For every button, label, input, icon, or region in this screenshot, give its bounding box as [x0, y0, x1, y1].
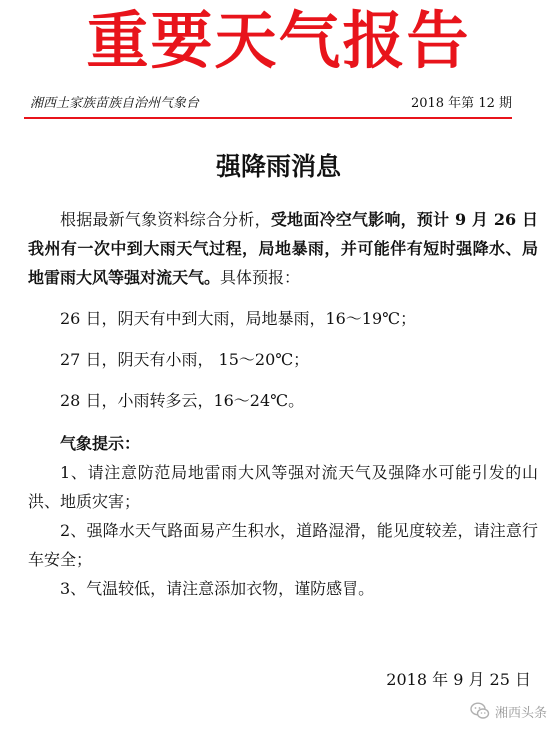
intro-tail: 具体预报： [220, 268, 301, 287]
tip-item-2: 2、强降水天气路面易产生积水，道路湿滑，能见度较差，请注意行车安全； [28, 521, 538, 569]
watermark [469, 700, 547, 722]
issuer-name: 湘西土家族苗族自治州气象台 [30, 96, 200, 111]
issue-date: 2018 年 9 月 25 日 [386, 670, 531, 689]
header-row [30, 94, 512, 114]
wechat-icon [469, 700, 491, 722]
tips-heading: 气象提示： [60, 434, 141, 453]
issue-number: 2018 年第 12 期 [410, 96, 512, 111]
forecast-day-26: 26 日，阴天有中到大雨，局地暴雨，16～19℃； [60, 309, 417, 328]
intro-bold: 受地面冷空气影响，预计 9 月 26 日我州有一次中到大雨天气过程，局地暴雨，并可能伴有短时强降水、局地雷雨大风等强对流天气。 [28, 210, 538, 287]
forecast-day-27: 27 日，阴天有小雨， 15～20℃； [60, 350, 310, 369]
forecast-day-28: 28 日，小雨转多云，16～24℃。 [60, 391, 305, 410]
tip-item-1: 1、请注意防范局地雷雨大风等强对流天气及强降水可能引发的山洪、地质灾害； [28, 463, 538, 511]
tip-item-3: 3、气温较低，请注意添加衣物，谨防感冒。 [60, 579, 375, 598]
header-divider [24, 117, 512, 119]
document-title: 强降雨消息 [215, 152, 341, 181]
intro-paragraph [28, 205, 538, 292]
watermark-text: 湘西头条 [494, 705, 547, 721]
report-body [28, 205, 538, 603]
intro-lead: 根据最新气象资料综合分析， [60, 210, 271, 229]
report-banner: 重要天气报告 [86, 4, 471, 77]
